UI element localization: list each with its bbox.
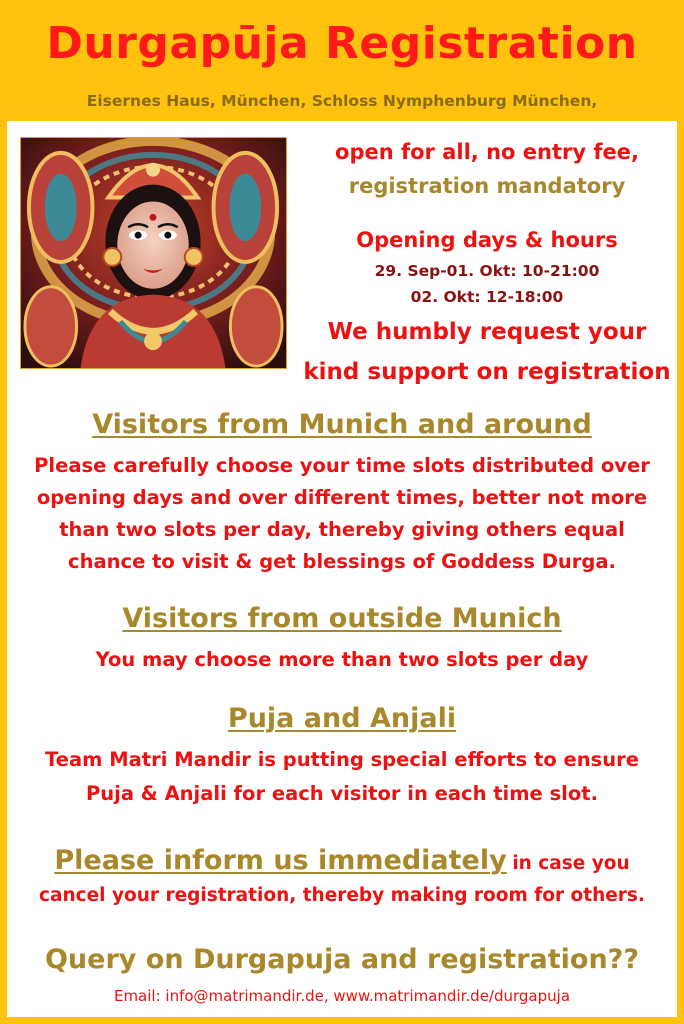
inform-heading: Please inform us immediately — [54, 845, 507, 876]
outside-heading: Visitors from outside Munich — [122, 603, 562, 634]
hours-line-2: 02. Okt: 12-18:00 — [410, 288, 564, 306]
munich-line: chance to visit & get blessings of Goddess Durga. — [68, 550, 616, 573]
puja-heading: Puja and Anjali — [227, 703, 457, 734]
query-heading: Query on Durgapuja and registration?? — [44, 944, 640, 975]
hours-title: Opening days & hours — [356, 228, 618, 252]
puja-line: Puja & Anjali for each visitor in each time slot. — [85, 782, 598, 805]
intro-line-registration: registration mandatory — [348, 174, 626, 198]
inform-line-2: cancel your registration, thereby making room for others. — [39, 885, 645, 906]
venue-subtitle: Eisernes Haus, München, Schloss Nymphenburg München, — [86, 92, 598, 110]
outside-line: You may choose more than two slots per day — [95, 648, 589, 671]
intro-line-open: open for all, no entry fee, — [335, 140, 639, 164]
puja-line: Team Matri Mandir is putting special efforts to ensure — [45, 748, 639, 771]
poster-title: Durgapūja Registration — [46, 18, 638, 69]
inform-line-1 — [7, 841, 677, 884]
munich-line: opening days and over different times, better not more — [36, 486, 648, 509]
contact-line[interactable]: Email: info@matrimandir.de, www.matrimandir.de/durgapuja — [113, 987, 571, 1005]
request-line-1: We humbly request your — [327, 319, 647, 345]
munich-line: Please carefully choose your time slots distributed over — [34, 454, 650, 477]
hours-line-1: 29. Sep-01. Okt: 10-21:00 — [374, 262, 600, 280]
inform-tail: in case you — [512, 853, 630, 874]
goddess-durga-image — [20, 137, 287, 369]
request-line-2: kind support on registration — [303, 359, 671, 385]
content-panel — [7, 121, 677, 1017]
munich-line: than two slots per day, thereby giving others equal — [59, 518, 625, 541]
munich-heading: Visitors from Munich and around — [92, 409, 592, 440]
